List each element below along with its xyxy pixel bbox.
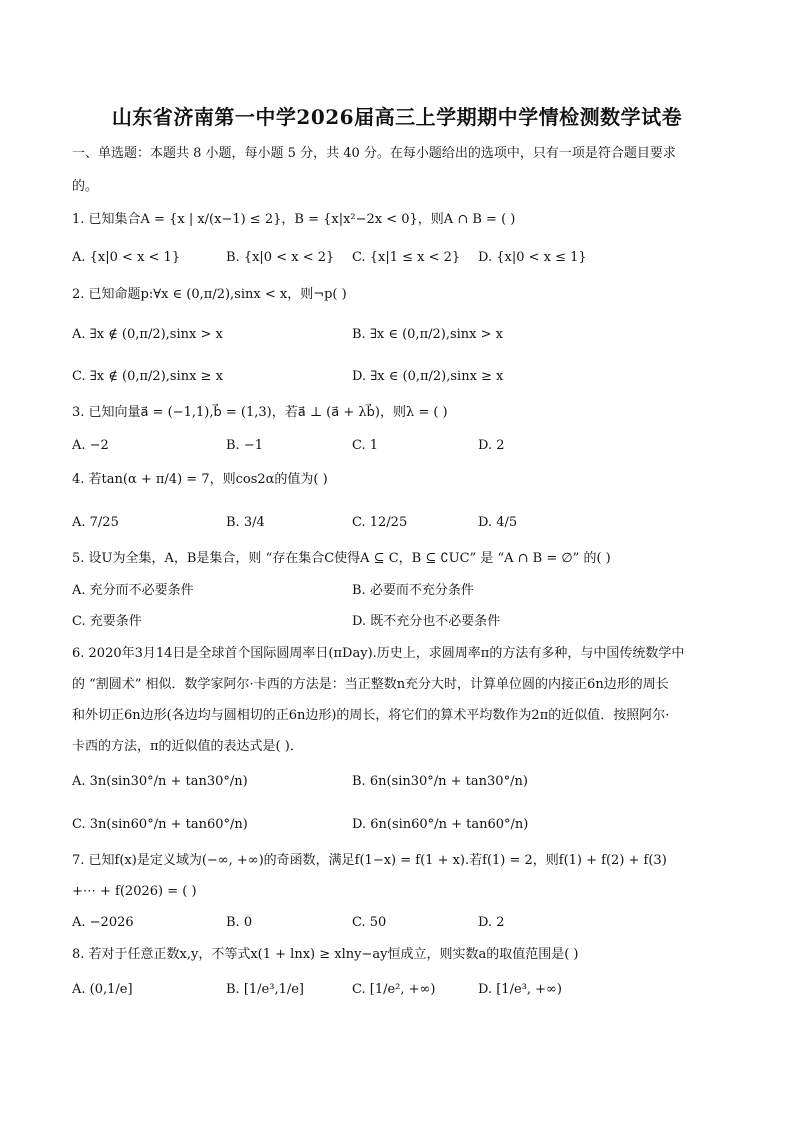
q2-option-a: A. ∃x ∉ (0,π/2),sinx > x <box>72 327 223 342</box>
question-6-stem-line-1: 6. 2020年3月14日是全球首个国际圆周率日(πDay).历史上，求圆周率π的方法有多种，与中国传统数学中 <box>72 646 685 661</box>
question-7-stem-line-2: +⋯ + f(2026) = ( ) <box>72 884 197 899</box>
q3-option-d: D. 2 <box>478 438 505 453</box>
question-6-stem-line-3: 和外切正6n边形(各边均与圆相切的正6n边形)的周长，将它们的算术平均数作为2π的近似值．按照阿尔· <box>72 708 670 723</box>
q4-option-c: C. 12/25 <box>352 515 408 530</box>
question-5-stem: 5. 设U为全集，A，B是集合，则 “存在集合C使得A ⊆ C，B ⊆ ∁UC” 是 “A ∩ B = ∅” 的( ) <box>72 551 611 566</box>
q7-option-c: C. 50 <box>352 915 387 930</box>
q4-option-d: D. 4/5 <box>478 515 518 530</box>
exam-title: 山东省济南第一中学2026届高三上学期期中学情检测数学试卷 <box>111 105 683 129</box>
q8-option-c: C. [1/e², +∞) <box>352 982 436 997</box>
q5-option-d: D. 既不充分也不必要条件 <box>352 614 501 629</box>
question-6-stem-line-2: 的 “割圆术” 相似．数学家阿尔·卡西的方法是：当正整数n充分大时，计算单位圆的内接正6n边形的周长 <box>72 677 669 692</box>
q1-option-d: D. {x|0 < x ≤ 1} <box>478 250 587 265</box>
q6-option-b: B. 6n(sin30°/n + tan30°/n) <box>352 774 528 789</box>
q4-option-b: B. 3/4 <box>226 515 265 530</box>
q8-option-d: D. [1/e³, +∞) <box>478 982 562 997</box>
q1-option-c: C. {x|1 ≤ x < 2} <box>352 250 461 265</box>
q2-option-b: B. ∃x ∈ (0,π/2),sinx > x <box>352 327 503 342</box>
section-instruction: 一、单选题：本题共 8 小题，每小题 5 分，共 40 分。在每小题给出的选项中，只有一项是符合题目要求 <box>72 146 676 161</box>
q3-option-a: A. −2 <box>72 438 109 453</box>
q8-option-b: B. [1/e³,1/e] <box>226 982 304 997</box>
q3-option-c: C. 1 <box>352 438 379 453</box>
question-1-stem: 1. 已知集合A = {x | x/(x−1) ≤ 2}，B = {x|x²−2x < 0}，则A ∩ B = ( ) <box>72 212 516 227</box>
q1-option-b: B. {x|0 < x < 2} <box>226 250 335 265</box>
q6-option-a: A. 3n(sin30°/n + tan30°/n) <box>72 774 248 789</box>
q7-option-d: D. 2 <box>478 915 505 930</box>
question-8-stem: 8. 若对于任意正数x,y，不等式x(1 + lnx) ≥ xlny−ay恒成立，则实数a的取值范围是( ) <box>72 947 579 962</box>
q7-option-a: A. −2026 <box>72 915 134 930</box>
question-6-stem-line-4: 卡西的方法，π的近似值的表达式是( )． <box>72 739 303 754</box>
question-4-stem: 4. 若tan(α + π/4) = 7，则cos2α的值为( ) <box>72 472 328 487</box>
section-instruction-cont: 的。 <box>72 179 99 194</box>
q5-option-a: A. 充分而不必要条件 <box>72 583 194 598</box>
q5-option-c: C. 充要条件 <box>72 614 142 629</box>
q6-option-d: D. 6n(sin60°/n + tan60°/n) <box>352 817 529 832</box>
q3-option-b: B. −1 <box>226 438 263 453</box>
question-7-stem-line-1: 7. 已知f(x)是定义域为(−∞, +∞)的奇函数，满足f(1−x) = f(1 + x).若f(1) = 2，则f(1) + f(2) + f(3) <box>72 853 667 868</box>
q5-option-b: B. 必要而不充分条件 <box>352 583 474 598</box>
q7-option-b: B. 0 <box>226 915 253 930</box>
question-3-stem: 3. 已知向量a⃗ = (−1,1),b⃗ = (1,3)，若a⃗ ⊥ (a⃗ + λb⃗)，则λ = ( ) <box>72 405 448 420</box>
question-2-stem: 2. 已知命题p:∀x ∈ (0,π/2),sinx < x，则¬p( ) <box>72 287 347 302</box>
q1-option-a: A. {x|0 < x < 1} <box>72 250 181 265</box>
q6-option-c: C. 3n(sin60°/n + tan60°/n) <box>72 817 248 832</box>
q2-option-d: D. ∃x ∈ (0,π/2),sinx ≥ x <box>352 369 504 384</box>
q4-option-a: A. 7/25 <box>72 515 119 530</box>
q8-option-a: A. (0,1/e] <box>72 982 133 997</box>
q2-option-c: C. ∃x ∉ (0,π/2),sinx ≥ x <box>72 369 223 384</box>
